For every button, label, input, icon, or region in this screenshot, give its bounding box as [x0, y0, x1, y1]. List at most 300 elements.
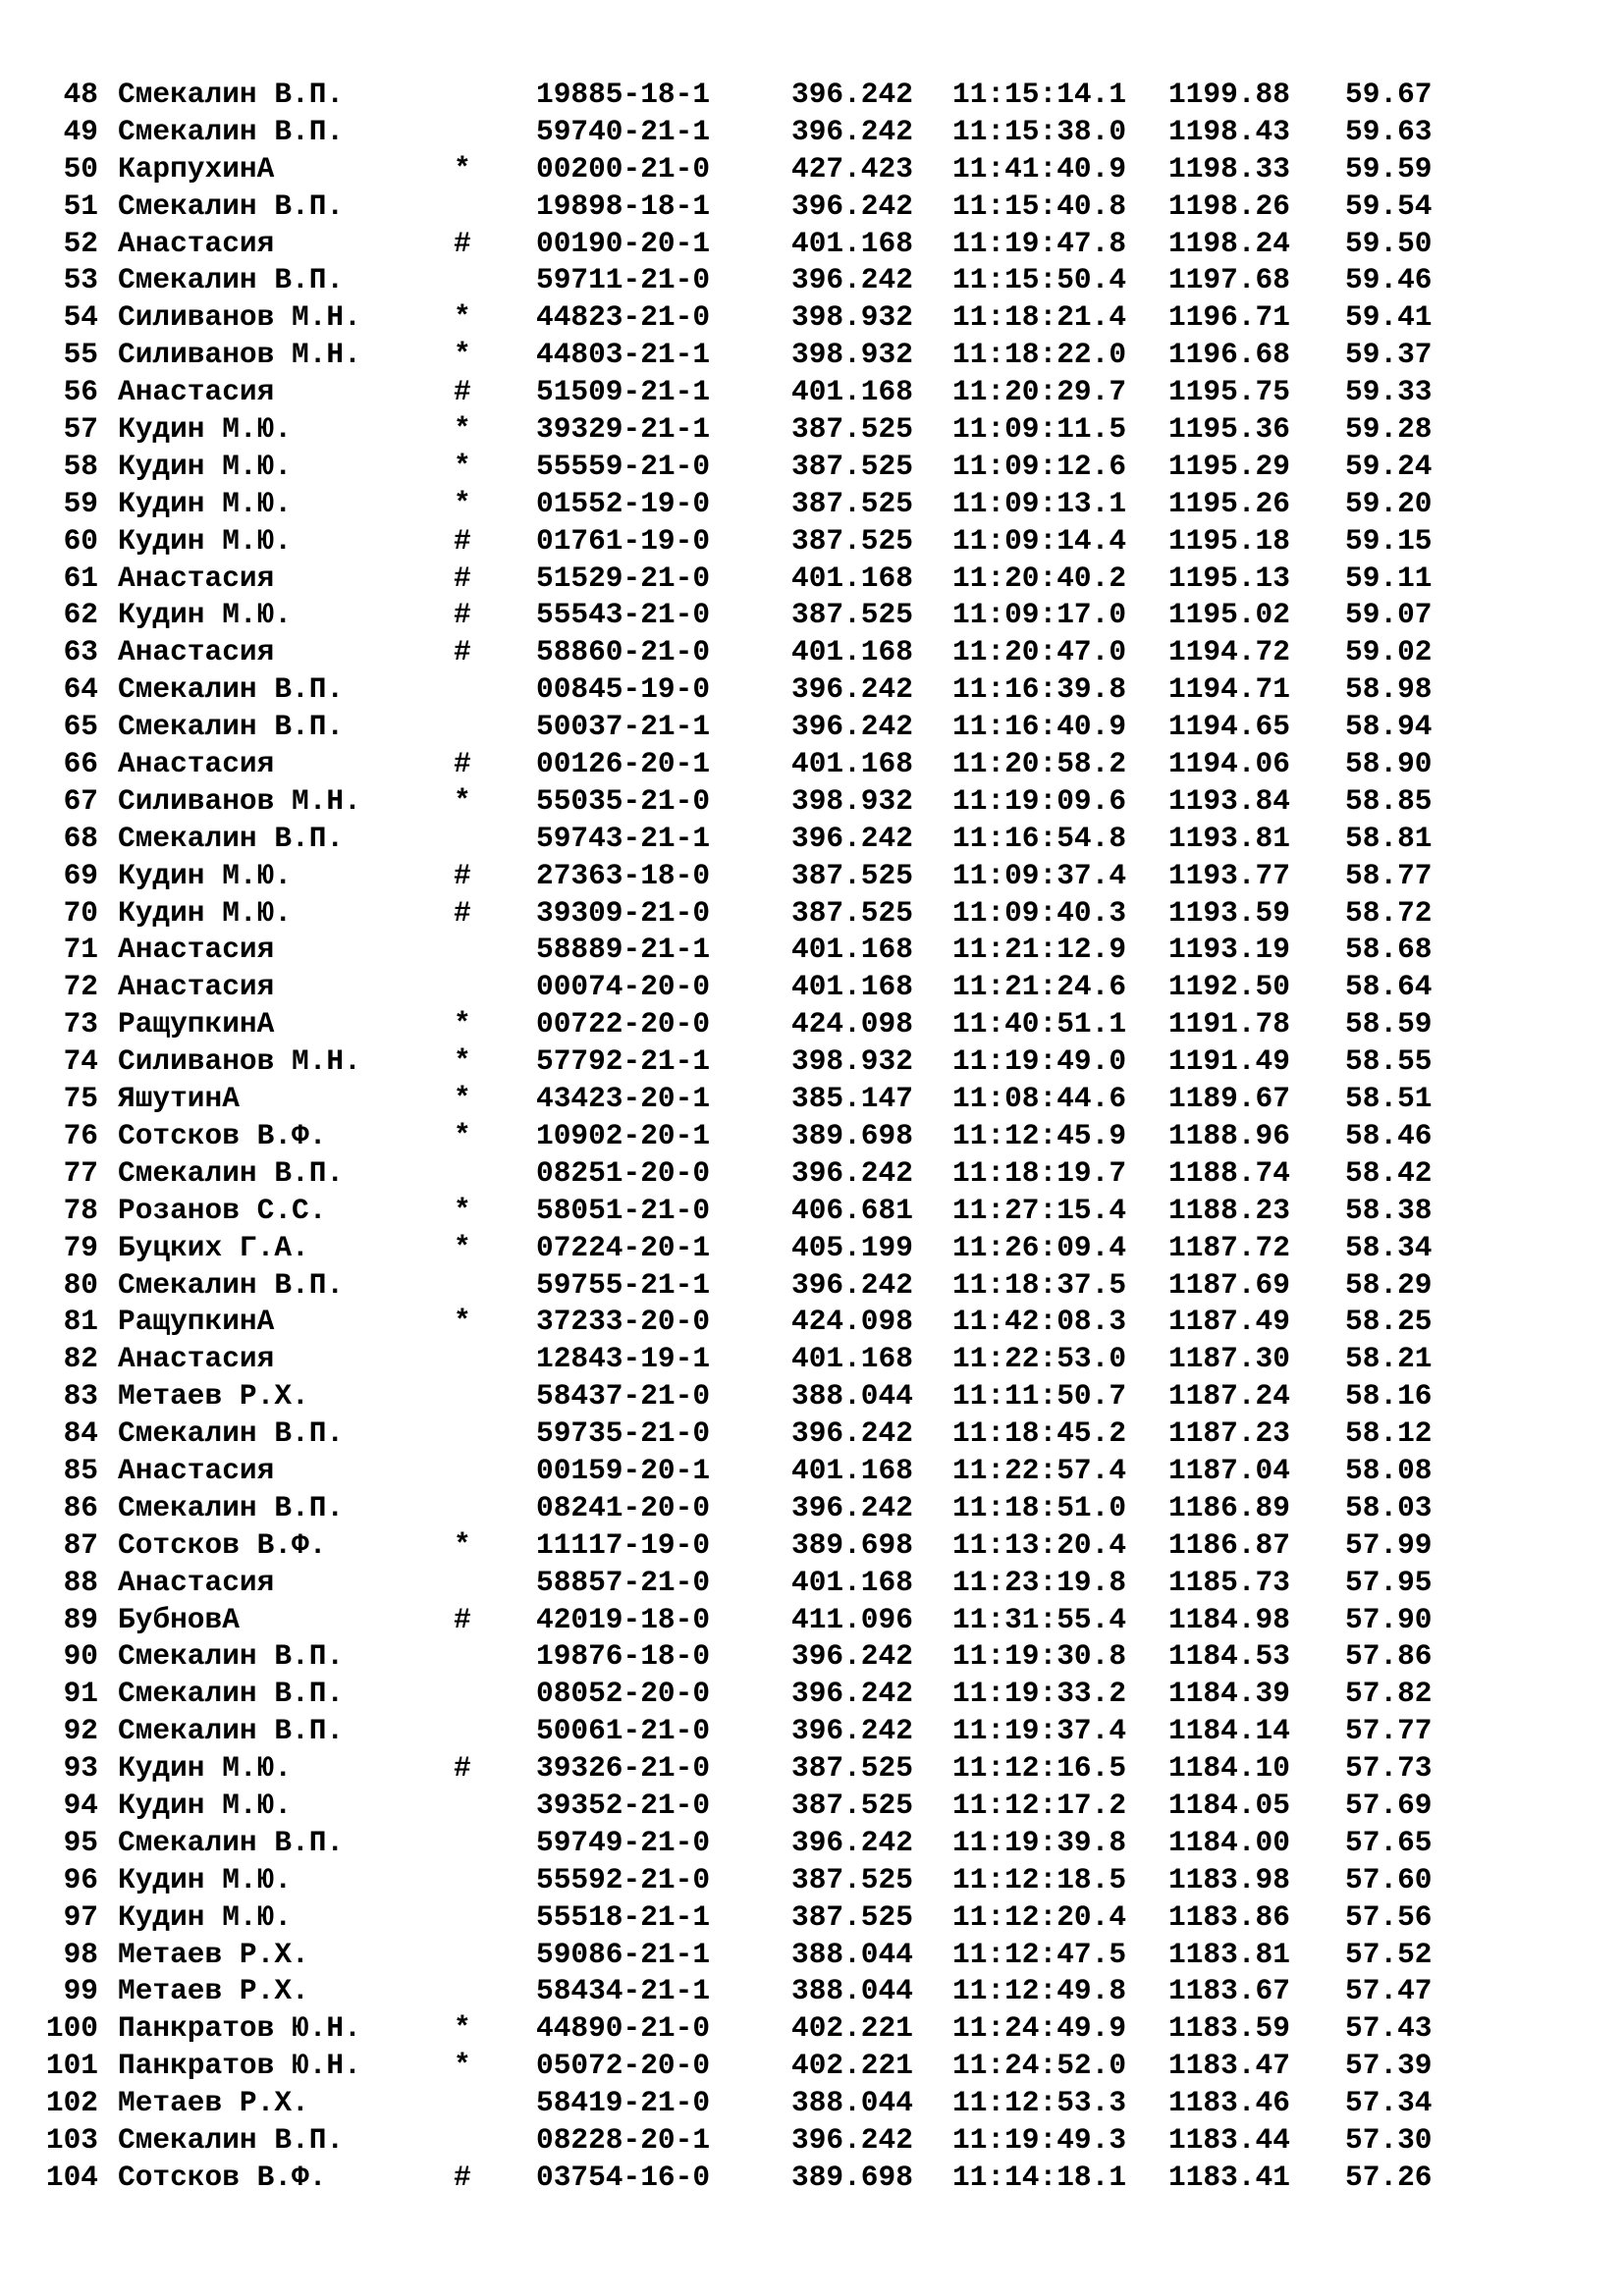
arrival-time: 11:22:53.0	[952, 1342, 1127, 1376]
score-value: 58.59	[1345, 1007, 1433, 1041]
distance-value: 405.199	[791, 1230, 913, 1264]
arrival-time: 11:18:19.7	[952, 1155, 1127, 1190]
fancier-name: Метаев Р.Х.	[118, 1379, 309, 1414]
distance-value: 424.098	[791, 1305, 913, 1339]
ring-number: 39326-21-0	[536, 1751, 711, 1786]
distance-value: 388.044	[791, 2086, 913, 2120]
distance-value: 398.932	[791, 300, 913, 335]
fancier-name: Анастасия	[118, 561, 275, 595]
note-mark: #	[454, 895, 471, 930]
ring-number: 58860-21-0	[536, 635, 711, 669]
fancier-name: Панкратов Ю.Н.	[118, 2049, 361, 2083]
result-row	[29, 1490, 1463, 1527]
result-row	[29, 895, 1463, 933]
distance-value: 387.525	[791, 486, 913, 520]
fancier-name: Кудин М.Ю.	[118, 449, 293, 483]
ring-number: 05072-20-0	[536, 2049, 711, 2083]
speed-value: 1193.77	[1168, 858, 1290, 892]
speed-value: 1187.30	[1168, 1342, 1290, 1376]
score-value: 59.15	[1345, 523, 1433, 558]
fancier-name: Смекалин В.П.	[118, 1825, 345, 1859]
result-row	[29, 523, 1463, 561]
result-row	[29, 1973, 1463, 2010]
speed-value: 1188.74	[1168, 1155, 1290, 1190]
score-value: 59.59	[1345, 151, 1433, 186]
arrival-time: 11:13:20.4	[952, 1527, 1127, 1562]
score-value: 58.25	[1345, 1305, 1433, 1339]
note-mark: *	[454, 2049, 471, 2083]
fancier-name: Смекалин В.П.	[118, 1714, 345, 1748]
score-value: 59.07	[1345, 598, 1433, 632]
arrival-time: 11:11:50.7	[952, 1379, 1127, 1414]
distance-value: 427.423	[791, 151, 913, 186]
arrival-time: 11:12:18.5	[952, 1862, 1127, 1896]
ring-number: 08241-20-0	[536, 1490, 711, 1524]
note-mark: #	[454, 2160, 471, 2194]
speed-value: 1183.41	[1168, 2160, 1290, 2194]
result-row	[29, 299, 1463, 337]
distance-value: 387.525	[791, 449, 913, 483]
ring-number: 50037-21-1	[536, 710, 711, 744]
result-row	[29, 1602, 1463, 1639]
distance-value: 396.242	[791, 1639, 913, 1674]
place-number: 97	[63, 1899, 98, 1934]
speed-value: 1183.44	[1168, 2122, 1290, 2157]
ring-number: 44890-21-0	[536, 2011, 711, 2046]
place-number: 59	[63, 486, 98, 520]
distance-value: 401.168	[791, 375, 913, 409]
arrival-time: 11:19:49.0	[952, 1044, 1127, 1079]
result-row	[29, 1750, 1463, 1788]
score-value: 58.03	[1345, 1490, 1433, 1524]
result-row	[29, 411, 1463, 449]
ring-number: 07224-20-1	[536, 1230, 711, 1264]
speed-value: 1197.68	[1168, 263, 1290, 297]
arrival-time: 11:14:18.1	[952, 2160, 1127, 2194]
speed-value: 1194.65	[1168, 710, 1290, 744]
note-mark: *	[454, 1305, 471, 1339]
fancier-name: Метаев Р.Х.	[118, 1937, 309, 1971]
fancier-name: Силиванов М.Н.	[118, 338, 361, 372]
score-value: 59.24	[1345, 449, 1433, 483]
arrival-time: 11:19:47.8	[952, 226, 1127, 260]
distance-value: 387.525	[791, 412, 913, 447]
note-mark: *	[454, 338, 471, 372]
ring-number: 57792-21-1	[536, 1044, 711, 1079]
fancier-name: Смекалин В.П.	[118, 188, 345, 223]
speed-value: 1183.59	[1168, 2011, 1290, 2046]
fancier-name: Кудин М.Ю.	[118, 858, 293, 892]
speed-value: 1195.02	[1168, 598, 1290, 632]
ring-number: 50061-21-0	[536, 1714, 711, 1748]
result-row	[29, 2160, 1463, 2197]
note-mark: *	[454, 1082, 471, 1116]
result-row	[29, 77, 1463, 114]
speed-value: 1184.00	[1168, 1825, 1290, 1859]
ring-number: 39309-21-0	[536, 895, 711, 930]
arrival-time: 11:12:45.9	[952, 1118, 1127, 1152]
speed-value: 1194.71	[1168, 672, 1290, 707]
distance-value: 396.242	[791, 672, 913, 707]
place-number: 75	[63, 1082, 98, 1116]
score-value: 57.95	[1345, 1565, 1433, 1599]
place-number: 93	[63, 1751, 98, 1786]
result-row	[29, 2048, 1463, 2085]
arrival-time: 11:20:29.7	[952, 375, 1127, 409]
distance-value: 387.525	[791, 523, 913, 558]
ring-number: 55592-21-0	[536, 1862, 711, 1896]
arrival-time: 11:16:54.8	[952, 821, 1127, 855]
score-value: 57.99	[1345, 1527, 1433, 1562]
distance-value: 387.525	[791, 895, 913, 930]
score-value: 57.69	[1345, 1788, 1433, 1822]
place-number: 63	[63, 635, 98, 669]
score-value: 59.20	[1345, 486, 1433, 520]
speed-value: 1184.05	[1168, 1788, 1290, 1822]
fancier-name: Смекалин В.П.	[118, 263, 345, 297]
place-number: 92	[63, 1714, 98, 1748]
ring-number: 58437-21-0	[536, 1379, 711, 1414]
fancier-name: Смекалин В.П.	[118, 1155, 345, 1190]
speed-value: 1185.73	[1168, 1565, 1290, 1599]
fancier-name: Метаев Р.Х.	[118, 2086, 309, 2120]
score-value: 58.16	[1345, 1379, 1433, 1414]
place-number: 102	[45, 2086, 98, 2120]
result-row	[29, 1193, 1463, 1230]
note-mark: #	[454, 598, 471, 632]
fancier-name: Анастасия	[118, 747, 275, 781]
fancier-name: Метаев Р.Х.	[118, 1974, 309, 2008]
result-row	[29, 671, 1463, 709]
arrival-time: 11:08:44.6	[952, 1082, 1127, 1116]
ring-number: 58051-21-0	[536, 1193, 711, 1227]
result-row	[29, 1341, 1463, 1378]
score-value: 57.82	[1345, 1677, 1433, 1711]
arrival-time: 11:18:51.0	[952, 1490, 1127, 1524]
distance-value: 396.242	[791, 1490, 913, 1524]
speed-value: 1195.26	[1168, 486, 1290, 520]
result-row	[29, 2085, 1463, 2122]
note-mark: *	[454, 1230, 471, 1264]
score-value: 59.67	[1345, 78, 1433, 111]
score-value: 58.68	[1345, 933, 1433, 967]
place-number: 65	[63, 710, 98, 744]
fancier-name: Сотсков В.Ф.	[118, 2160, 327, 2194]
speed-value: 1193.84	[1168, 783, 1290, 818]
place-number: 84	[63, 1416, 98, 1451]
fancier-name: Смекалин В.П.	[118, 1267, 345, 1302]
fancier-name: Кудин М.Ю.	[118, 1751, 293, 1786]
ring-number: 59086-21-1	[536, 1937, 711, 1971]
result-row	[29, 2122, 1463, 2160]
distance-value: 387.525	[791, 1899, 913, 1934]
arrival-time: 11:22:57.4	[952, 1453, 1127, 1487]
place-number: 51	[63, 188, 98, 223]
ring-number: 00126-20-1	[536, 747, 711, 781]
distance-value: 387.525	[791, 1862, 913, 1896]
ring-number: 10902-20-1	[536, 1118, 711, 1152]
speed-value: 1183.81	[1168, 1937, 1290, 1971]
fancier-name: Смекалин В.П.	[118, 2122, 345, 2157]
place-number: 87	[63, 1527, 98, 1562]
place-number: 56	[63, 375, 98, 409]
score-value: 59.33	[1345, 375, 1433, 409]
ring-number: 11117-19-0	[536, 1527, 711, 1562]
ring-number: 44823-21-0	[536, 300, 711, 335]
result-row	[29, 2010, 1463, 2048]
note-mark: #	[454, 1602, 471, 1636]
fancier-name: Смекалин В.П.	[118, 821, 345, 855]
result-row	[29, 1788, 1463, 1825]
result-row	[29, 1713, 1463, 1750]
speed-value: 1195.29	[1168, 449, 1290, 483]
note-mark: #	[454, 1751, 471, 1786]
arrival-time: 11:42:08.3	[952, 1305, 1127, 1339]
fancier-name: БубновА	[118, 1602, 240, 1636]
ring-number: 39329-21-1	[536, 412, 711, 447]
ring-number: 43423-20-1	[536, 1082, 711, 1116]
note-mark: #	[454, 858, 471, 892]
speed-value: 1196.68	[1168, 338, 1290, 372]
result-row	[29, 1565, 1463, 1602]
fancier-name: Смекалин В.П.	[118, 710, 345, 744]
ring-number: 00159-20-1	[536, 1453, 711, 1487]
speed-value: 1187.04	[1168, 1453, 1290, 1487]
place-number: 81	[63, 1305, 98, 1339]
arrival-time: 11:15:14.1	[952, 78, 1127, 111]
result-row	[29, 1230, 1463, 1267]
place-number: 52	[63, 226, 98, 260]
place-number: 76	[63, 1118, 98, 1152]
arrival-time: 11:15:50.4	[952, 263, 1127, 297]
speed-value: 1189.67	[1168, 1082, 1290, 1116]
distance-value: 398.932	[791, 338, 913, 372]
speed-value: 1191.78	[1168, 1007, 1290, 1041]
arrival-time: 11:12:17.2	[952, 1788, 1127, 1822]
speed-value: 1195.75	[1168, 375, 1290, 409]
score-value: 57.43	[1345, 2011, 1433, 2046]
place-number: 91	[63, 1677, 98, 1711]
place-number: 60	[63, 523, 98, 558]
note-mark: *	[454, 1044, 471, 1079]
speed-value: 1184.98	[1168, 1602, 1290, 1636]
arrival-time: 11:18:37.5	[952, 1267, 1127, 1302]
result-row	[29, 151, 1463, 188]
arrival-time: 11:21:24.6	[952, 970, 1127, 1004]
speed-value: 1187.69	[1168, 1267, 1290, 1302]
place-number: 49	[63, 114, 98, 148]
distance-value: 396.242	[791, 114, 913, 148]
speed-value: 1184.14	[1168, 1714, 1290, 1748]
ring-number: 39352-21-0	[536, 1788, 711, 1822]
arrival-time: 11:09:13.1	[952, 486, 1127, 520]
score-value: 58.46	[1345, 1118, 1433, 1152]
result-row	[29, 821, 1463, 858]
place-number: 55	[63, 338, 98, 372]
note-mark: *	[454, 2011, 471, 2046]
arrival-time: 11:09:14.4	[952, 523, 1127, 558]
result-row	[29, 1937, 1463, 1974]
speed-value: 1198.43	[1168, 114, 1290, 148]
arrival-time: 11:19:33.2	[952, 1677, 1127, 1711]
score-value: 58.08	[1345, 1453, 1433, 1487]
result-row	[29, 1415, 1463, 1453]
score-value: 58.81	[1345, 821, 1433, 855]
place-number: 74	[63, 1044, 98, 1079]
score-value: 57.30	[1345, 2122, 1433, 2157]
speed-value: 1184.39	[1168, 1677, 1290, 1711]
result-row	[29, 1081, 1463, 1118]
ring-number: 00074-20-0	[536, 970, 711, 1004]
result-row	[29, 449, 1463, 486]
ring-number: 12843-19-1	[536, 1342, 711, 1376]
place-number: 104	[45, 2160, 98, 2194]
ring-number: 27363-18-0	[536, 858, 711, 892]
result-row	[29, 374, 1463, 411]
distance-value: 389.698	[791, 2160, 913, 2194]
speed-value: 1195.18	[1168, 523, 1290, 558]
fancier-name: Силиванов М.Н.	[118, 1044, 361, 1079]
place-number: 100	[45, 2011, 98, 2046]
score-value: 59.28	[1345, 412, 1433, 447]
speed-value: 1183.67	[1168, 1974, 1290, 2008]
result-row	[29, 1378, 1463, 1415]
note-mark: *	[454, 412, 471, 447]
result-row	[29, 1155, 1463, 1193]
result-row	[29, 746, 1463, 783]
result-row	[29, 1899, 1463, 1937]
speed-value: 1195.13	[1168, 561, 1290, 595]
place-number: 99	[63, 1974, 98, 2008]
arrival-time: 11:19:30.8	[952, 1639, 1127, 1674]
distance-value: 396.242	[791, 821, 913, 855]
place-number: 58	[63, 449, 98, 483]
score-value: 59.54	[1345, 188, 1433, 223]
score-value: 58.85	[1345, 783, 1433, 818]
result-row	[29, 1006, 1463, 1043]
result-row	[29, 969, 1463, 1006]
speed-value: 1199.88	[1168, 78, 1290, 111]
result-row	[29, 1862, 1463, 1899]
place-number: 70	[63, 895, 98, 930]
arrival-time: 11:09:40.3	[952, 895, 1127, 930]
score-value: 57.77	[1345, 1714, 1433, 1748]
arrival-time: 11:18:21.4	[952, 300, 1127, 335]
fancier-name: Анастасия	[118, 970, 275, 1004]
arrival-time: 11:20:40.2	[952, 561, 1127, 595]
distance-value: 387.525	[791, 858, 913, 892]
distance-value: 396.242	[791, 1155, 913, 1190]
fancier-name: Сотсков В.Ф.	[118, 1527, 327, 1562]
ring-number: 37233-20-0	[536, 1305, 711, 1339]
ring-number: 59755-21-1	[536, 1267, 711, 1302]
place-number: 68	[63, 821, 98, 855]
score-value: 57.60	[1345, 1862, 1433, 1896]
distance-value: 387.525	[791, 1788, 913, 1822]
arrival-time: 11:18:45.2	[952, 1416, 1127, 1451]
score-value: 58.64	[1345, 970, 1433, 1004]
arrival-time: 11:09:12.6	[952, 449, 1127, 483]
distance-value: 389.698	[791, 1118, 913, 1152]
score-value: 59.50	[1345, 226, 1433, 260]
speed-value: 1198.24	[1168, 226, 1290, 260]
place-number: 77	[63, 1155, 98, 1190]
distance-value: 401.168	[791, 970, 913, 1004]
distance-value: 387.525	[791, 598, 913, 632]
arrival-time: 11:12:49.8	[952, 1974, 1127, 2008]
fancier-name: Кудин М.Ю.	[118, 1899, 293, 1934]
arrival-time: 11:19:39.8	[952, 1825, 1127, 1859]
ring-number: 51509-21-1	[536, 375, 711, 409]
speed-value: 1193.59	[1168, 895, 1290, 930]
place-number: 96	[63, 1862, 98, 1896]
speed-value: 1186.87	[1168, 1527, 1290, 1562]
note-mark: #	[454, 523, 471, 558]
ring-number: 59749-21-0	[536, 1825, 711, 1859]
ring-number: 58889-21-1	[536, 933, 711, 967]
fancier-name: Силиванов М.Н.	[118, 300, 361, 335]
ring-number: 03754-16-0	[536, 2160, 711, 2194]
place-number: 101	[45, 2049, 98, 2083]
fancier-name: Кудин М.Ю.	[118, 486, 293, 520]
speed-value: 1191.49	[1168, 1044, 1290, 1079]
score-value: 59.37	[1345, 338, 1433, 372]
arrival-time: 11:27:15.4	[952, 1193, 1127, 1227]
place-number: 69	[63, 858, 98, 892]
fancier-name: Смекалин В.П.	[118, 1416, 345, 1451]
fancier-name: Анастасия	[118, 226, 275, 260]
distance-value: 401.168	[791, 933, 913, 967]
fancier-name: РащупкинА	[118, 1305, 275, 1339]
arrival-time: 11:19:37.4	[952, 1714, 1127, 1748]
fancier-name: Кудин М.Ю.	[118, 1788, 293, 1822]
distance-value: 396.242	[791, 188, 913, 223]
note-mark: *	[454, 1527, 471, 1562]
arrival-time: 11:19:09.6	[952, 783, 1127, 818]
result-row	[29, 1304, 1463, 1341]
score-value: 58.21	[1345, 1342, 1433, 1376]
place-number: 62	[63, 598, 98, 632]
ring-number: 08251-20-0	[536, 1155, 711, 1190]
distance-value: 385.147	[791, 1082, 913, 1116]
note-mark: *	[454, 486, 471, 520]
fancier-name: Кудин М.Ю.	[118, 1862, 293, 1896]
score-value: 59.46	[1345, 263, 1433, 297]
distance-value: 401.168	[791, 1342, 913, 1376]
fancier-name: Сотсков В.Ф.	[118, 1118, 327, 1152]
ring-number: 00845-19-0	[536, 672, 711, 707]
distance-value: 401.168	[791, 226, 913, 260]
fancier-name: Смекалин В.П.	[118, 672, 345, 707]
result-row	[29, 1676, 1463, 1713]
distance-value: 387.525	[791, 1751, 913, 1786]
speed-value: 1195.36	[1168, 412, 1290, 447]
score-value: 59.63	[1345, 114, 1433, 148]
distance-value: 396.242	[791, 710, 913, 744]
distance-value: 401.168	[791, 747, 913, 781]
note-mark: *	[454, 1007, 471, 1041]
result-row	[29, 1638, 1463, 1676]
score-value: 58.94	[1345, 710, 1433, 744]
fancier-name: Смекалин В.П.	[118, 78, 345, 111]
fancier-name: Анастасия	[118, 933, 275, 967]
result-row	[29, 188, 1463, 226]
ring-number: 58419-21-0	[536, 2086, 711, 2120]
distance-value: 398.932	[791, 783, 913, 818]
result-row	[29, 226, 1463, 263]
ring-number: 08052-20-0	[536, 1677, 711, 1711]
distance-value: 396.242	[791, 1416, 913, 1451]
